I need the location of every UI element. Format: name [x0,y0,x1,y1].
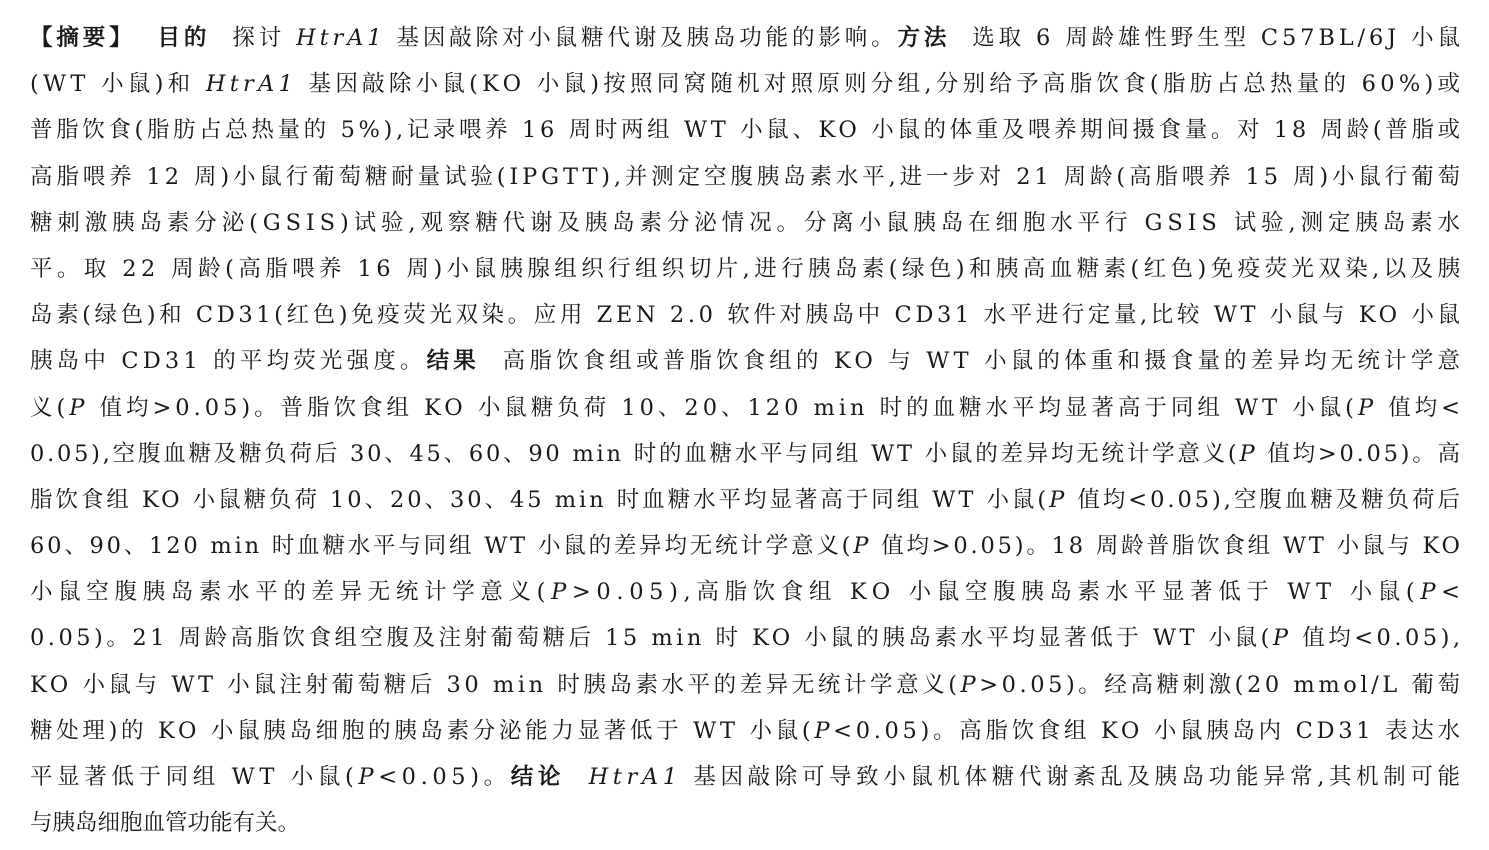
italic-term: P [960,671,980,698]
text-run: 高脂喂养 12 周)小鼠行葡萄糖耐量试验(IPGTT),并测定空腹胰岛素水平,进一步对 21 周龄(高脂喂养 15 周)小鼠行葡萄 [30,163,1464,190]
section-heading: 目的 [157,25,211,51]
italic-term: HtrA1 [296,25,386,51]
text-run: 基因敲除小鼠(KO 小鼠)按照同窝随机对照原则分组,分别给予高脂饮食(脂肪占总热量的 60%)或 [297,71,1465,98]
text-run: 值均>0.05)。普脂饮食组 KO 小鼠糖负荷 10、20、120 min 时的血糖水平均显著高于同组 WT 小鼠( [88,394,1358,421]
abstract-line-text [30,246,1465,292]
abstract-line [30,200,1465,246]
text-run: 平。取 22 周龄(高脂喂养 16 周)小鼠胰腺组织行组织切片,进行胰岛素(绿色)和胰高血糖素(红色)免疫荧光双染,以及胰 [30,255,1465,282]
italic-term: P [551,579,572,606]
abstract-line [30,292,1464,338]
abstract-line-text [30,477,1463,523]
text-run: 值均>0.05)。高 [1257,440,1463,467]
abstract-line [30,385,1464,431]
text-run: >0.05),高脂饮食组 KO 小鼠空腹胰岛素水平显著低于 WT 小鼠( [571,579,1421,606]
abstract-line-text [30,200,1465,246]
abstract-line [30,15,1464,61]
italic-term: HtrA1 [205,71,298,98]
text-run: 选取 6 周龄雄性野生型 C57BL/6J 小鼠 [950,25,1464,51]
abstract-line [30,477,1463,523]
abstract-line-text [30,338,1465,384]
section-heading: 结果 [426,348,480,375]
text-run: 0.05)。21 周龄高脂饮食组空腹及注射葡萄糖后 15 min 时 KO 小鼠的胰岛素水平均显著低于 WT 小鼠( [30,625,1273,652]
text-run: KO 小鼠与 WT 小鼠注射葡萄糖后 30 min 时胰岛素水平的差异无统计学意义( [30,671,961,698]
abstract-line [30,615,1464,661]
text-run: 与胰岛细胞血管功能有关。 [30,810,301,837]
text-run: 义( [30,394,70,421]
abstract-line-text [30,15,1464,61]
text-run: 糖刺激胰岛素分泌(GSIS)试验,观察糖代谢及胰岛素分泌情况。分离小鼠胰岛在细胞水平行 GSIS 试验,测定胰岛素水 [30,209,1465,236]
abstract-line [30,569,1466,615]
text-run [565,764,589,790]
italic-term: P [814,717,834,744]
text-run: 胰岛中 CD31 的平均荧光强度。 [30,348,427,375]
text-run: 基因敲除可导致小鼠机体糖代谢紊乱及胰岛功能异常,其机制可能 [681,764,1465,790]
abstract-line [30,338,1465,384]
italic-term: P [853,533,872,560]
italic-term: P [1272,625,1292,652]
text-run: 高脂饮食组或普脂饮食组的 KO 与 WT 小鼠的体重和摄食量的差异均无统计学意 [479,348,1465,375]
abstract-line [30,154,1464,200]
text-run: 脂饮食组 KO 小鼠糖负荷 10、20、30、45 min 时血糖水平均显著高于同组 WT 小鼠( [30,486,1050,513]
abstract-line-text [30,431,1463,477]
italic-term: P [358,764,379,790]
abstract-line-text [30,800,1460,846]
abstract-line-text [30,754,1465,800]
abstract-line-text [30,292,1464,338]
abstract-line-text [30,154,1464,200]
section-heading: 结论 [510,764,566,790]
section-heading: 【摘要】 [30,25,136,51]
abstract-line-text [30,385,1464,431]
text-run: 普脂饮食(脂肪占总热量的 5%),记录喂养 16 周时两组 WT 小鼠、KO 小鼠的体重及喂养期间摄食量。对 18 周龄(普脂或 [30,117,1464,144]
abstract-line-text [30,662,1464,708]
text-run: 糖处理)的 KO 小鼠胰岛细胞的胰岛素分泌能力显著低于 WT 小鼠( [30,717,815,744]
text-run: <0.05)。 [378,764,511,790]
abstract-line [30,107,1464,153]
abstract-line [30,61,1465,107]
abstract-body [30,15,1466,846]
section-heading: 方法 [897,25,951,51]
text-run: >0.05)。经高糖刺激(20 mmol/L 葡萄 [979,671,1464,698]
text-run: <0.05)。高脂饮食组 KO 小鼠胰岛内 CD31 表达水 [833,717,1464,744]
abstract-line-text [30,708,1464,754]
italic-term: P [1420,579,1442,606]
abstract-line-text [30,61,1465,107]
abstract-line [30,662,1464,708]
italic-term: P [69,394,89,421]
abstract-line-text [30,615,1464,661]
abstract-line [30,800,1460,846]
abstract-line [30,708,1464,754]
abstract-line [30,246,1465,292]
abstract-line [30,523,1463,569]
text-run: 平显著低于同组 WT 小鼠( [30,764,359,790]
text-run [135,25,157,51]
abstract-line [30,754,1465,800]
italic-term: P [1239,440,1258,467]
abstract-line-text [30,569,1466,615]
abstract-line-text [30,107,1464,153]
text-run: 小鼠空腹胰岛素水平的差异无统计学意义( [30,579,552,606]
italic-term: P [1049,486,1068,513]
text-run: 值均< [1377,394,1464,421]
abstract-line-text [30,523,1463,569]
text-run: 值均<0.05),空腹血糖及糖负荷后 [1067,486,1463,513]
italic-term: P [1357,394,1378,421]
text-run: 基因敲除对小鼠糖代谢及胰岛功能的影响。 [385,25,898,51]
text-run: 探讨 [210,25,297,51]
text-run: 60、90、120 min 时血糖水平与同组 WT 小鼠的差异均无统计学意义( [30,533,854,560]
text-run: 值均<0.05), [1291,625,1464,652]
italic-term: HtrA1 [588,764,682,790]
abstract-line [30,431,1463,477]
text-run: 岛素(绿色)和 CD31(红色)免疫荧光双染。应用 ZEN 2.0 软件对胰岛中 CD31 水平进行定量,比较 WT 小鼠与 KO 小鼠 [30,302,1464,329]
text-run: (WT 小鼠)和 [30,71,206,98]
text-run: 值均>0.05)。18 周龄普脂饮食组 WT 小鼠与 KO [871,533,1463,560]
text-run: 0.05),空腹血糖及糖负荷后 30、45、60、90 min 时的血糖水平与同组 WT 小鼠的差异均无统计学意义( [30,440,1240,467]
text-run: < [1441,579,1466,606]
